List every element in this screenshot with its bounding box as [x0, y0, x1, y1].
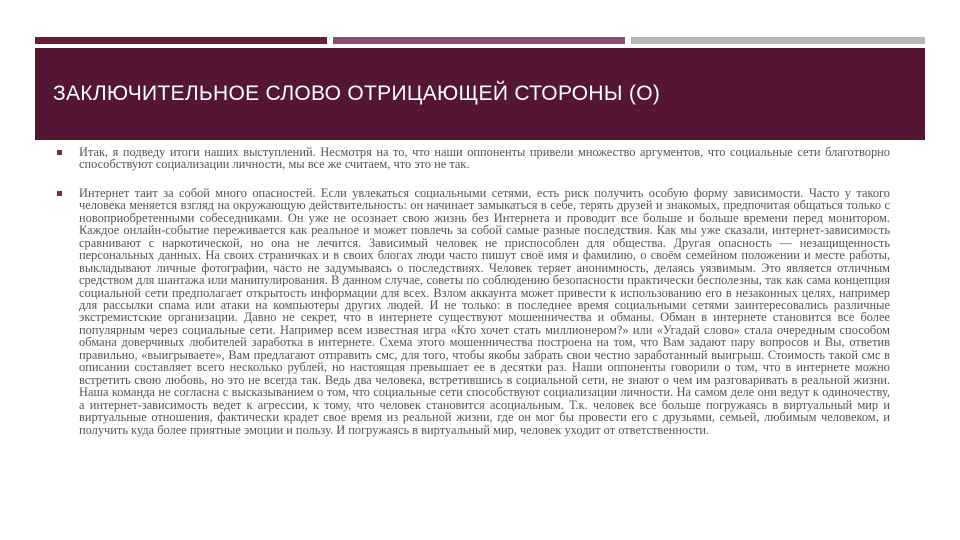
- bullet-item: [55, 146, 890, 171]
- bullet-text: Итак, я подведу итоги наших выступлений. Несмотря на то, что наши оппоненты привели множество аргументов, что социальные сети благотворно способствуют социализации личности, мы все же считаем, что это не так.: [79, 145, 890, 172]
- top-bar-dark: [35, 37, 327, 44]
- slide-content: [55, 146, 890, 536]
- bullet-text: Интернет таит за собой много опасностей. Если увлекаться социальными сетями, есть риск получить особую форму зависимости. Часто у такого человека меняется взгляд на окружающую действительность: он начинает замыкаться в себе, терять друзей и знакомых, предпочитая общаться только с новоприобретенными собеседниками. Он уже не осознает свою жизнь без Интернета и проводит все больше и больше времени перед монитором. Каждое онлайн-событие переживается как реальное и может повлечь за собой самые разные последствия. Как мы уже сказали, интернет-зависимость сравнивают с наркотической, но она не лечится. Зависимый человек не приспособлен для общества. Другая опасность — незащищенность персональных данных. На своих страничках и в своих блогах люди часто пишут своё имя и фамилию, о своём семейном положении и месте работы, выкладывают личные фотографии, часто не задумываясь о последствиях. Человек теряет анонимность, делаясь уязвимым. Это является отличным средством для шантажа или манипулирования. В данном случае, советы по соблюдению безопасности практически бесполезны, так как сама концепция социальной сети предполагает открытость информации для всех. Взлом аккаунта может привести к использованию его в незаконных целях, например для рассылки спама или атаки на компьютеры других людей. И не только: в последнее время социальными сетями заинтересовались различные экстремистские организации. Давно не секрет, что в интернете существуют мошенничества и обманы. Обман в интернете становится все более популярным через социальные сети. Например всем известная игра «Кто хочет стать миллионером?» или «Угадай слово» стала очередным способом обмана доверчивых любителей заработка в интернете. Схема этого мошенничества построена на том, что Вам задают пару вопросов и Вы, ответив правильно, «выигрываете», Вам предлагают отправить смс, для того, чтобы якобы забрать свои честно заработанный выигрыш. Стоимость такой смс в описании составляет всего несколько рублей, но настоящая превышает ее в десятки раз. Наши оппоненты говорили о том, что в интернете можно встретить свою любовь, но это не всегда так. Ведь два человека, встретившись в социальной сети, не знают о чем им разговаривать в реальной жизни. Наша команда не согласна с высказыванием о том, что социальные сети способствуют социализации личности. На самом деле они ведут к одиночеству, а интернет-зависимость ведет к агрессии, к тому, что человек становится асоциальным. Т.к. человек все больше погружаясь в виртуальный мир и виртуальные отношения, фактически крадет свое время из реальной жизни, где он мог бы провести его с друзьями, семьей, любимым человеком, и получить куда более приятные эмоции и пользу. И погружаясь в виртуальный мир, человек уходит от ответственности.: [79, 185, 890, 437]
- square-bullet-icon: [57, 150, 62, 155]
- decorative-top-bars: [35, 37, 925, 44]
- bullet-item: [55, 187, 890, 436]
- top-bar-medium: [333, 37, 625, 44]
- square-bullet-icon: [57, 191, 62, 196]
- top-bar-light: [631, 37, 925, 44]
- slide-title: ЗАКЛЮЧИТЕЛЬНОЕ СЛОВО ОТРИЦАЮЩЕЙ СТОРОНЫ (О): [53, 82, 661, 105]
- title-band: [35, 48, 925, 140]
